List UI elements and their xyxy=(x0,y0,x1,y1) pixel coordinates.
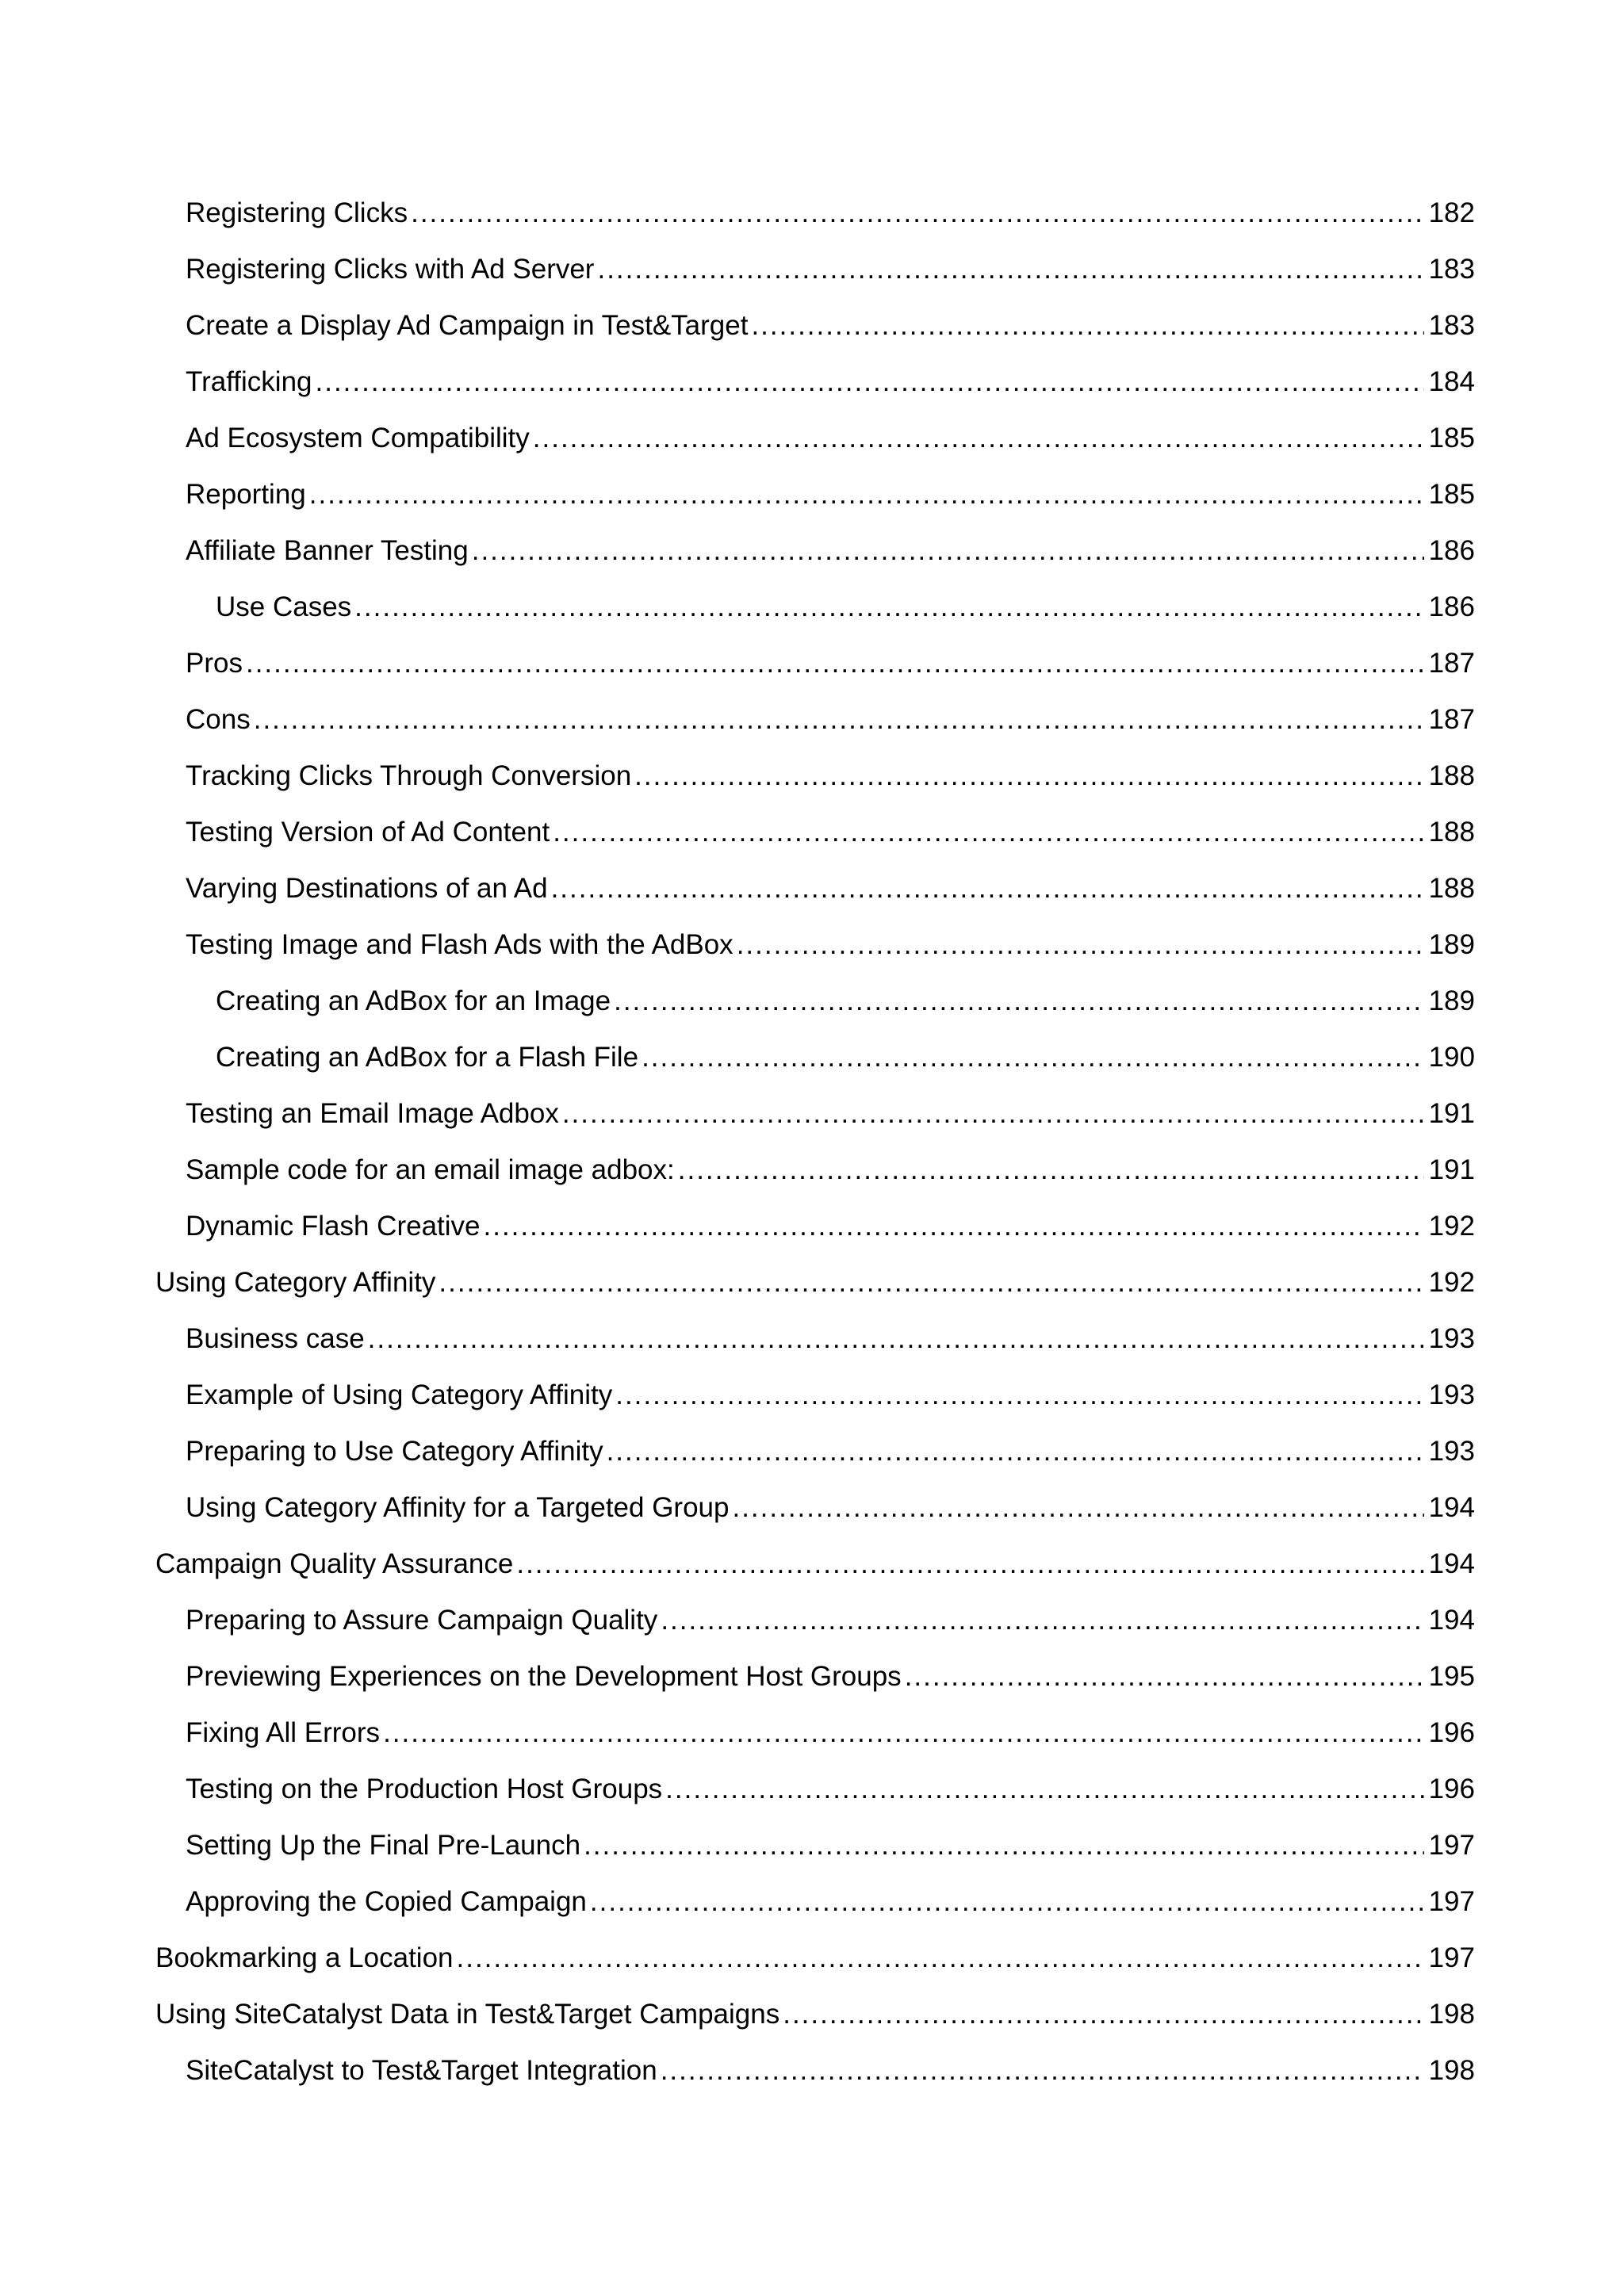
toc-entry-page-number[interactable]: 198 xyxy=(1428,2055,1475,2086)
toc-entry-page-number[interactable]: 190 xyxy=(1428,1042,1475,1073)
dot-leader xyxy=(472,527,1424,575)
toc-entry[interactable] xyxy=(155,1709,1475,1766)
toc-entry[interactable] xyxy=(155,471,1475,527)
toc-entry[interactable] xyxy=(155,1146,1475,1203)
toc-entry-page-number[interactable]: 198 xyxy=(1428,1999,1475,2030)
toc-entry[interactable] xyxy=(155,696,1475,752)
toc-entry-title[interactable]: Create a Display Ad Campaign in Test&Target xyxy=(186,310,749,341)
dot-leader xyxy=(905,1653,1424,1701)
toc-entry[interactable] xyxy=(155,1203,1475,1259)
toc-entry-title[interactable]: Preparing to Assure Campaign Quality xyxy=(186,1605,658,1636)
toc-entry-page-number[interactable]: 194 xyxy=(1428,1605,1475,1636)
toc-entry[interactable] xyxy=(155,640,1475,696)
toc-entry[interactable] xyxy=(155,978,1475,1034)
dot-leader xyxy=(246,640,1424,687)
toc-entry-title[interactable]: Sample code for an email image adbox: xyxy=(186,1154,675,1185)
dot-leader xyxy=(309,471,1424,519)
toc-entry-page-number[interactable]: 182 xyxy=(1428,197,1475,228)
dot-leader xyxy=(737,921,1424,969)
toc-entry-title[interactable]: Trafficking xyxy=(186,366,312,397)
dot-leader xyxy=(732,1484,1423,1532)
toc-entry-title[interactable]: Affiliate Banner Testing xyxy=(186,535,469,566)
dot-leader xyxy=(642,1034,1424,1081)
toc-entry[interactable] xyxy=(155,1766,1475,1822)
dot-leader xyxy=(383,1709,1424,1757)
toc-entry-page-number[interactable]: 196 xyxy=(1428,1717,1475,1748)
toc-entry[interactable] xyxy=(155,921,1475,978)
dot-leader xyxy=(783,1991,1423,2038)
toc-entry[interactable] xyxy=(155,1934,1475,1991)
dot-leader xyxy=(590,1878,1424,1926)
toc-entry-title[interactable]: Preparing to Use Category Affinity xyxy=(186,1436,603,1467)
toc-entry[interactable] xyxy=(155,1259,1475,1315)
toc-entry-title[interactable]: Business case xyxy=(186,1323,365,1354)
toc-entry[interactable] xyxy=(155,1034,1475,1090)
toc-entry[interactable] xyxy=(155,1484,1475,1540)
toc-entry-title[interactable]: Use Cases xyxy=(216,591,352,622)
toc-entry-page-number[interactable]: 183 xyxy=(1428,310,1475,341)
toc-entry-page-number[interactable]: 188 xyxy=(1428,817,1475,848)
toc-entry-title[interactable]: Campaign Quality Assurance xyxy=(155,1548,514,1579)
toc-entry-page-number[interactable]: 191 xyxy=(1428,1154,1475,1185)
dot-leader xyxy=(354,584,1423,631)
dot-leader xyxy=(439,1259,1423,1307)
toc-entry-page-number[interactable]: 186 xyxy=(1428,535,1475,566)
toc-entry-page-number[interactable]: 195 xyxy=(1428,1661,1475,1692)
toc-entry[interactable] xyxy=(155,1372,1475,1428)
toc-entry[interactable] xyxy=(155,809,1475,865)
toc-entry-page-number[interactable]: 193 xyxy=(1428,1323,1475,1354)
toc-entry-page-number[interactable]: 196 xyxy=(1428,1774,1475,1804)
dot-leader xyxy=(484,1203,1424,1250)
toc-entry[interactable] xyxy=(155,1090,1475,1146)
toc-entry[interactable] xyxy=(155,189,1475,246)
dot-leader xyxy=(678,1146,1424,1194)
toc-entry-title[interactable]: Ad Ecosystem Compatibility xyxy=(186,423,530,453)
dot-leader xyxy=(316,358,1424,406)
dot-leader xyxy=(516,1540,1423,1588)
dot-leader xyxy=(661,2047,1424,2095)
toc-entry-page-number[interactable]: 189 xyxy=(1428,985,1475,1016)
toc-entry-page-number[interactable]: 194 xyxy=(1428,1492,1475,1523)
toc-entry[interactable] xyxy=(155,527,1475,584)
toc-entry[interactable] xyxy=(155,358,1475,415)
dot-leader xyxy=(368,1315,1424,1363)
toc-entry[interactable] xyxy=(155,1991,1475,2047)
dot-leader xyxy=(457,1934,1424,1982)
toc-entry-page-number[interactable]: 186 xyxy=(1428,591,1475,622)
toc-entry[interactable] xyxy=(155,1597,1475,1653)
toc-entry-title[interactable]: Setting Up the Final Pre-Launch xyxy=(186,1830,581,1861)
dot-leader xyxy=(607,1428,1424,1475)
toc-entry-title[interactable]: Testing on the Production Host Groups xyxy=(186,1774,663,1804)
toc-entry[interactable] xyxy=(155,1428,1475,1484)
toc-entry-title[interactable]: Creating an AdBox for an Image xyxy=(216,985,611,1016)
dot-leader xyxy=(614,978,1424,1025)
toc-entry[interactable] xyxy=(155,1540,1475,1597)
dot-leader xyxy=(553,809,1423,856)
toc-entry[interactable] xyxy=(155,752,1475,809)
toc-entry-title[interactable]: Previewing Experiences on the Development Host Groups xyxy=(186,1661,902,1692)
toc-entry-page-number[interactable]: 185 xyxy=(1428,423,1475,453)
toc-entry-page-number[interactable]: 192 xyxy=(1428,1267,1475,1298)
toc-entry-page-number[interactable]: 185 xyxy=(1428,479,1475,510)
toc-entry-title[interactable]: Registering Clicks with Ad Server xyxy=(186,254,595,285)
toc-entry[interactable] xyxy=(155,2047,1475,2103)
toc-entry[interactable] xyxy=(155,584,1475,640)
dot-leader xyxy=(562,1090,1424,1138)
toc-entry-page-number[interactable]: 187 xyxy=(1428,704,1475,735)
toc-entry-title[interactable]: Reporting xyxy=(186,479,306,510)
toc-entry-title[interactable]: Using Category Affinity for a Targeted Group xyxy=(186,1492,730,1523)
dot-leader xyxy=(533,415,1424,462)
toc-entry-title[interactable]: Dynamic Flash Creative xyxy=(186,1211,481,1242)
dot-leader xyxy=(634,752,1423,800)
toc-entry-page-number[interactable]: 189 xyxy=(1428,929,1475,960)
toc-entry-page-number[interactable]: 197 xyxy=(1428,1942,1475,1973)
toc-entry-title[interactable]: Approving the Copied Campaign xyxy=(186,1886,587,1917)
toc-entry-title[interactable]: Tracking Clicks Through Conversion xyxy=(186,760,632,791)
toc-entry[interactable] xyxy=(155,1822,1475,1878)
toc-entry-title[interactable]: Testing an Email Image Adbox xyxy=(186,1098,559,1129)
dot-leader xyxy=(615,1372,1423,1419)
toc-entry-title[interactable]: Example of Using Category Affinity xyxy=(186,1380,613,1410)
dot-leader xyxy=(665,1766,1423,1813)
toc-entry-title[interactable]: Using SiteCatalyst Data in Test&Target Campaigns xyxy=(155,1999,780,2030)
dot-leader xyxy=(411,189,1424,237)
table-of-contents xyxy=(155,189,1475,2103)
toc-entry-title[interactable]: Creating an AdBox for a Flash File xyxy=(216,1042,639,1073)
toc-entry-page-number[interactable]: 192 xyxy=(1428,1211,1475,1242)
toc-entry-title[interactable]: Pros xyxy=(186,648,243,679)
toc-entry-title[interactable]: Testing Version of Ad Content xyxy=(186,817,550,848)
dot-leader xyxy=(254,696,1424,744)
toc-entry-page-number[interactable]: 183 xyxy=(1428,254,1475,285)
toc-entry-page-number[interactable]: 188 xyxy=(1428,760,1475,791)
toc-entry-page-number[interactable]: 193 xyxy=(1428,1380,1475,1410)
toc-entry-page-number[interactable]: 197 xyxy=(1428,1830,1475,1861)
toc-entry-title[interactable]: Varying Destinations of an Ad xyxy=(186,873,548,904)
toc-entry[interactable] xyxy=(155,246,1475,302)
toc-entry[interactable] xyxy=(155,1315,1475,1372)
toc-entry-page-number[interactable]: 194 xyxy=(1428,1548,1475,1579)
dot-leader xyxy=(661,1597,1423,1644)
dot-leader xyxy=(751,302,1423,350)
dot-leader xyxy=(597,246,1423,293)
toc-entry-title[interactable]: Bookmarking a Location xyxy=(155,1942,454,1973)
toc-entry-title[interactable]: Using Category Affinity xyxy=(155,1267,436,1298)
toc-entry-title[interactable]: Fixing All Errors xyxy=(186,1717,381,1748)
toc-entry[interactable] xyxy=(155,1878,1475,1934)
toc-entry[interactable] xyxy=(155,415,1475,471)
toc-entry-title[interactable]: SiteCatalyst to Test&Target Integration xyxy=(186,2055,657,2086)
toc-entry[interactable] xyxy=(155,302,1475,358)
toc-entry-page-number[interactable]: 191 xyxy=(1428,1098,1475,1129)
dot-leader xyxy=(551,865,1424,913)
toc-entry-title[interactable]: Cons xyxy=(186,704,251,735)
toc-entry-page-number[interactable]: 193 xyxy=(1428,1436,1475,1467)
toc-entry-page-number[interactable]: 197 xyxy=(1428,1886,1475,1917)
dot-leader xyxy=(584,1822,1424,1869)
toc-entry-title[interactable]: Registering Clicks xyxy=(186,197,408,228)
toc-entry-page-number[interactable]: 188 xyxy=(1428,873,1475,904)
toc-entry[interactable] xyxy=(155,865,1475,921)
toc-entry[interactable] xyxy=(155,1653,1475,1709)
toc-entry-page-number[interactable]: 184 xyxy=(1428,366,1475,397)
toc-entry-title[interactable]: Testing Image and Flash Ads with the AdBox xyxy=(186,929,733,960)
toc-entry-page-number[interactable]: 187 xyxy=(1428,648,1475,679)
